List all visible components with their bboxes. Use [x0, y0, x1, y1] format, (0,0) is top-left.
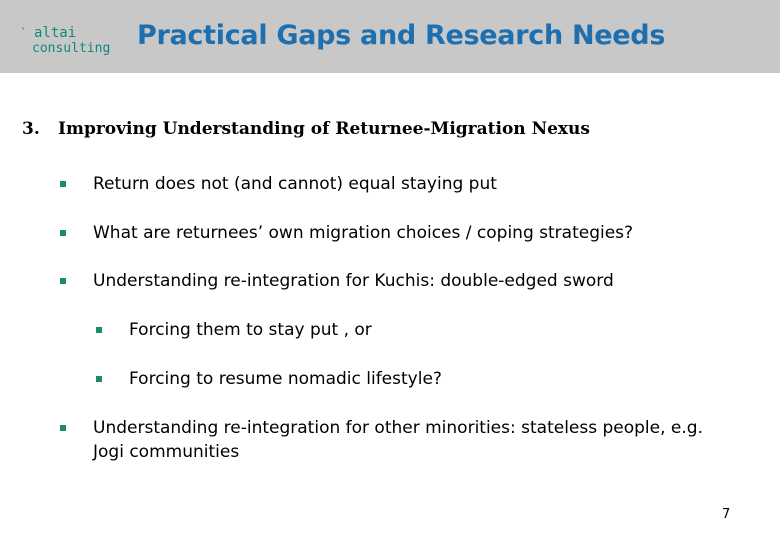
logo-tick-icon: ` — [20, 26, 28, 40]
bullet-square-icon — [60, 181, 66, 187]
section-number: 3. — [22, 119, 40, 139]
bullet-square-icon — [60, 230, 66, 236]
bullet-text: Understanding re-integration for Kuchis: double-edged sword — [93, 271, 614, 291]
sub-bullet-item — [96, 367, 442, 391]
section-heading — [22, 119, 590, 139]
bullet-text: Return does not (and cannot) equal staying put — [93, 174, 497, 194]
logo-bottom-text: consulting — [32, 41, 111, 56]
bullet-item — [60, 416, 703, 464]
bullet-text-line-1: Understanding re-integration for other minorities: stateless people, e.g. — [93, 418, 703, 438]
bullet-item — [60, 221, 633, 245]
slide-title: Practical Gaps and Research Needs — [137, 20, 666, 51]
section-heading-text: Improving Understanding of Returnee-Migration Nexus — [58, 119, 590, 139]
bullet-square-icon — [60, 425, 66, 431]
bullet-text: What are returnees’ own migration choices / coping strategies? — [93, 223, 634, 243]
bullet-square-icon — [96, 376, 102, 382]
sub-bullet-text: Forcing to resume nomadic lifestyle? — [129, 369, 442, 389]
altai-consulting-logo — [20, 26, 125, 58]
bullet-item — [60, 172, 497, 196]
bullet-text-line-2: Jogi communities — [93, 442, 240, 462]
page-number: 7 — [722, 507, 731, 522]
bullet-square-icon — [96, 327, 102, 333]
bullet-text-multiline — [93, 416, 703, 464]
bullet-square-icon — [60, 278, 66, 284]
slide-header — [0, 0, 780, 73]
bullet-item — [60, 269, 614, 293]
logo-top-text: altai — [34, 25, 77, 41]
sub-bullet-item — [96, 318, 372, 342]
sub-bullet-text: Forcing them to stay put , or — [129, 320, 372, 340]
